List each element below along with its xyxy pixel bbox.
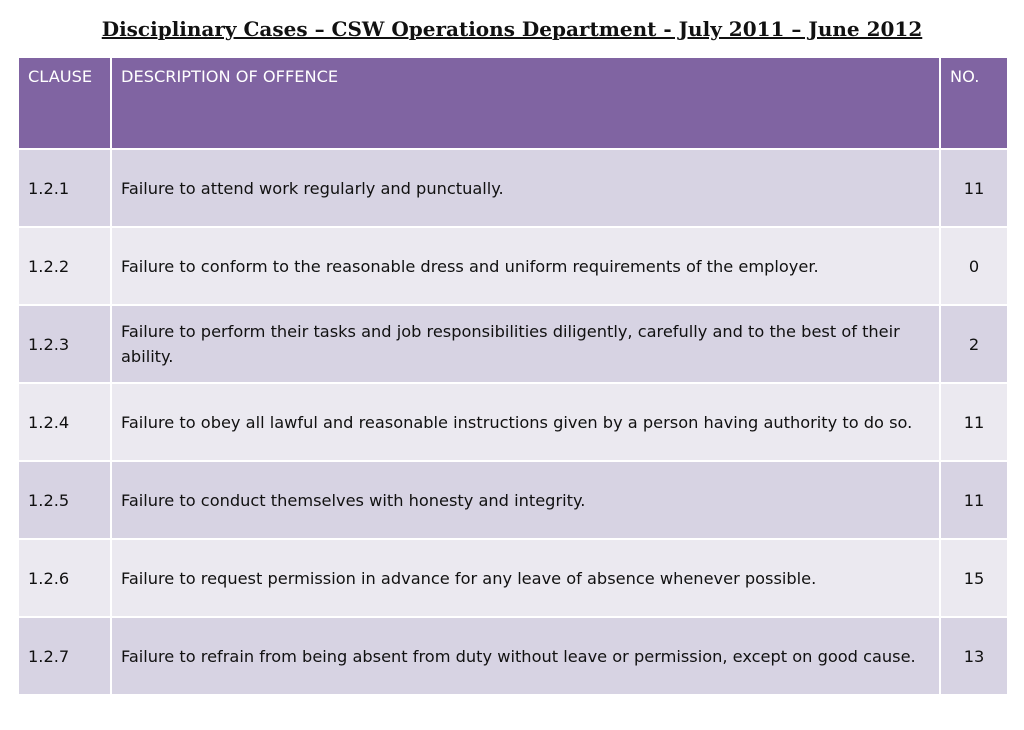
table-row [18,383,1008,461]
table-row [18,617,1008,695]
cell-no: 11 [940,461,1008,539]
table-row [18,149,1008,227]
table-row [18,461,1008,539]
cell-description: Failure to conduct themselves with honesty and integrity. [111,461,940,539]
header-description: DESCRIPTION OF OFFENCE [111,57,940,149]
cell-clause: 1.2.6 [18,539,111,617]
cell-no: 11 [940,383,1008,461]
table-row [18,539,1008,617]
cell-clause: 1.2.4 [18,383,111,461]
cell-description: Failure to attend work regularly and punctually. [111,149,940,227]
table-row [18,227,1008,305]
cell-description: Failure to perform their tasks and job responsibilities diligently, carefully and to the best of their ability. [111,305,940,383]
table-body [18,149,1008,695]
cell-clause: 1.2.3 [18,305,111,383]
cell-no: 13 [940,617,1008,695]
page-title: Disciplinary Cases – CSW Operations Department - July 2011 – June 2012 [101,17,923,41]
cell-description: Failure to obey all lawful and reasonable instructions given by a person having authority to do so. [111,383,940,461]
cell-clause: 1.2.5 [18,461,111,539]
offences-table [17,56,1009,696]
cell-no: 2 [940,305,1008,383]
table-row [18,305,1008,383]
cell-no: 11 [940,149,1008,227]
cell-description: Failure to conform to the reasonable dress and uniform requirements of the employer. [111,227,940,305]
cell-clause: 1.2.1 [18,149,111,227]
cell-clause: 1.2.7 [18,617,111,695]
cell-description: Failure to request permission in advance for any leave of absence whenever possible. [111,539,940,617]
cell-no: 0 [940,227,1008,305]
cell-description: Failure to refrain from being absent from duty without leave or permission, except on good cause. [111,617,940,695]
table-header-row [18,57,1008,149]
cell-clause: 1.2.2 [18,227,111,305]
header-clause: CLAUSE [18,57,111,149]
header-no: NO. [940,57,1008,149]
table-header [18,57,1008,149]
cell-no: 15 [940,539,1008,617]
